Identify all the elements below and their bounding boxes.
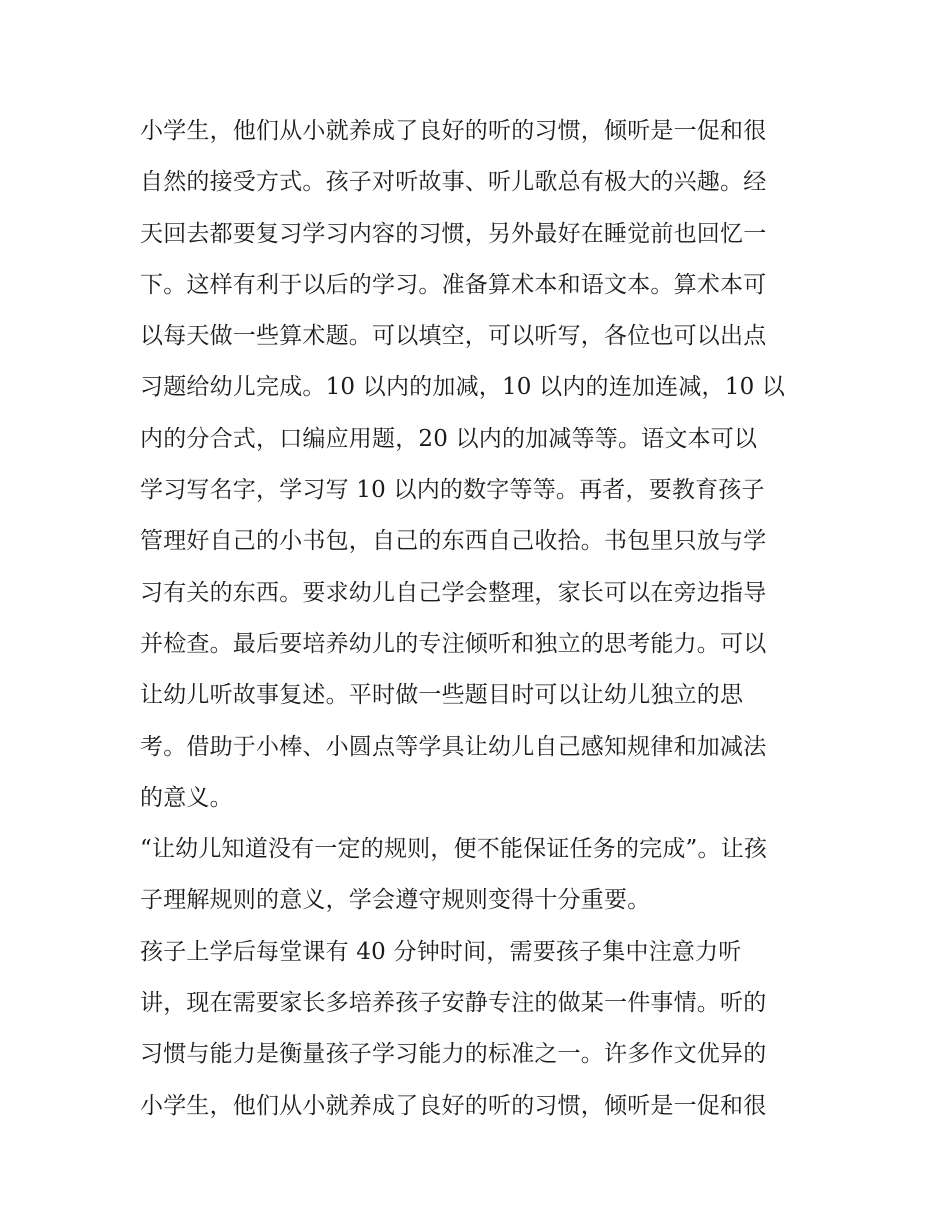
text-line: 的意义。 <box>140 784 233 811</box>
text-line: 以每天做一些算术题。可以填空，可以听写，各位也可以出点 <box>140 323 767 350</box>
text-line: 天回去都要复习学习内容的习惯，另外最好在睡觉前也回忆一 <box>140 220 767 247</box>
text-line: 下。这样有利于以后的学习。准备算术本和语文本。算术本可 <box>140 271 767 298</box>
text-line: 并检查。最后要培养幼儿的专注倾听和独立的思考能力。可以 <box>140 630 767 657</box>
text-line: 考。借助于小棒、小圆点等学具让幼儿自己感知规律和加减法 <box>140 733 767 760</box>
text-line: 让幼儿听故事复述。平时做一些题目时可以让幼儿独立的思 <box>140 682 744 709</box>
text-line: 讲，现在需要家长多培养孩子安静专注的做某一件事情。听的 <box>140 990 767 1017</box>
text-line: 子理解规则的意义，学会遵守规则变得十分重要。 <box>140 887 651 914</box>
text-line: 自然的接受方式。孩子对听故事、听儿歌总有极大的兴趣。经 <box>140 169 767 196</box>
text-line: “让幼儿知道没有一定的规则，便不能保证任务的完成”。让孩 <box>140 836 768 863</box>
text-line: 管理好自己的小书包，自己的东西自己收拾。书包里只放与学 <box>140 528 767 555</box>
text-line: 小学生，他们从小就养成了良好的听的习惯，倾听是一促和很 <box>140 1092 767 1119</box>
text-line: 习题给幼儿完成。10 以内的加减，10 以内的连加连减，10 以 <box>140 374 786 401</box>
text-line: 学习写名字，学习写 10 以内的数字等等。再者，要教育孩子 <box>140 477 765 504</box>
text-line: 内的分合式，口编应用题，20 以内的加减等等。语文本可以 <box>140 425 758 452</box>
text-line: 习有关的东西。要求幼儿自己学会整理，家长可以在旁边指导 <box>140 579 767 606</box>
text-line: 孩子上学后每堂课有 40 分钟时间，需要孩子集中注意力听 <box>140 938 742 965</box>
text-line: 小学生，他们从小就养成了良好的听的习惯，倾听是一促和很 <box>140 118 767 144</box>
body-text <box>140 106 820 1132</box>
text-line: 习惯与能力是衡量孩子学习能力的标准之一。许多作文优异的 <box>140 1041 767 1068</box>
